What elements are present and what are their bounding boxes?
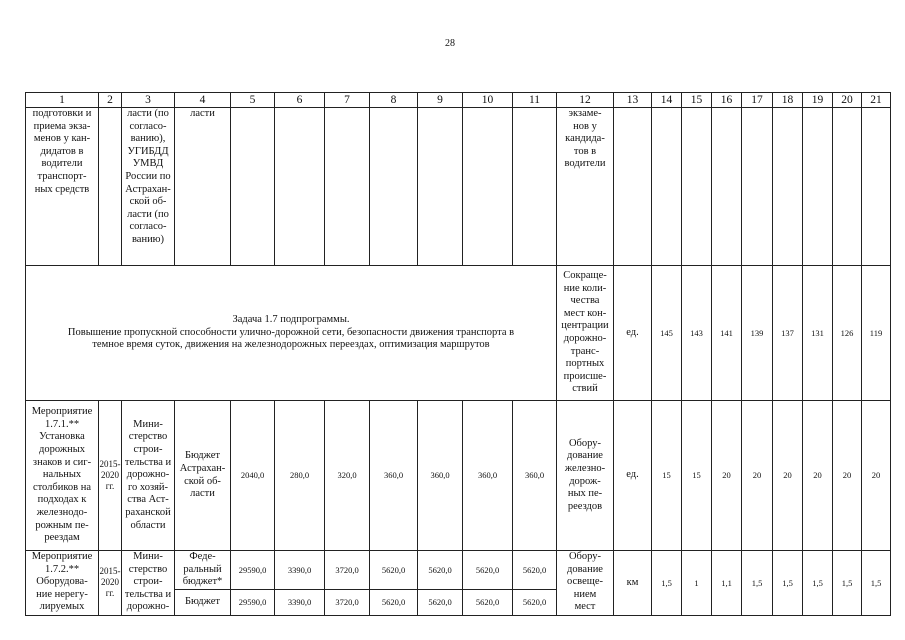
event-name: Мероприятие 1.7.1.** Установка дорожных знаков и сиг- нальных столбиков на подходах к железнодо- рожным пе- реездам xyxy=(26,401,99,551)
indicator-value: 119 xyxy=(862,266,891,401)
unit: ед. xyxy=(614,401,652,551)
table-row-task xyxy=(26,266,891,401)
executor: Мини- стерство строи- тельства и дорожно- го хозяй- ства Аст- раханской области xyxy=(122,401,175,551)
col-header: 7 xyxy=(325,93,370,108)
funding-source: Бюджет Астрахан- ской об- ласти xyxy=(175,401,231,551)
amount: 320,0 xyxy=(325,401,370,551)
amount: 5620,0 xyxy=(370,589,418,615)
indicator-value: 20 xyxy=(803,401,833,551)
col-header: 3 xyxy=(122,93,175,108)
executor: Мини- стерство строи- тельства и дорожно- xyxy=(122,551,175,616)
indicator-value: 1,5 xyxy=(862,551,891,616)
indicator-value: 1,5 xyxy=(652,551,682,616)
indicator-name: Сокраще- ние коли- чества мест кон- центрации дорожно- транс- портных происше- ствий xyxy=(557,266,614,401)
col-header: 19 xyxy=(803,93,833,108)
col-header: 4 xyxy=(175,93,231,108)
amount: 5620,0 xyxy=(418,589,463,615)
col-header: 17 xyxy=(742,93,773,108)
col-header: 11 xyxy=(513,93,557,108)
amount: 5620,0 xyxy=(513,589,557,615)
col-header: 5 xyxy=(231,93,275,108)
col-header: 9 xyxy=(418,93,463,108)
indicator-value: 15 xyxy=(652,401,682,551)
amount: 5620,0 xyxy=(463,589,513,615)
col-header: 14 xyxy=(652,93,682,108)
indicator-value: 141 xyxy=(712,266,742,401)
program-table xyxy=(25,92,891,616)
col-header: 6 xyxy=(275,93,325,108)
executor: ласти (по согласо- ванию), УГИБДД УМВД России по Астрахан- ской об- ласти (по согласо- ванию) xyxy=(122,108,175,266)
table-row-continuation xyxy=(26,108,891,266)
col-header: 16 xyxy=(712,93,742,108)
amount: 360,0 xyxy=(370,401,418,551)
event-name: подготовки и приема экза- менов у кан- дидатов в водители транспорт- ных средств xyxy=(26,108,99,266)
indicator-value: 145 xyxy=(652,266,682,401)
indicator-value: 20 xyxy=(773,401,803,551)
indicator-value: 20 xyxy=(742,401,773,551)
event-name: Мероприятие 1.7.2.** Оборудова- ние нерегу- лируемых xyxy=(26,551,99,616)
amount: 2040,0 xyxy=(231,401,275,551)
col-header: 18 xyxy=(773,93,803,108)
col-header: 15 xyxy=(682,93,712,108)
indicator-name: Обору- дование освеще- нием мест xyxy=(557,551,614,616)
amount: 29590,0 xyxy=(231,589,275,615)
indicator-value: 137 xyxy=(773,266,803,401)
indicator-value: 1 xyxy=(682,551,712,616)
amount: 3390,0 xyxy=(275,551,325,590)
amount: 360,0 xyxy=(418,401,463,551)
col-header: 13 xyxy=(614,93,652,108)
indicator-value: 20 xyxy=(712,401,742,551)
amount: 360,0 xyxy=(513,401,557,551)
funding-source: Бюджет xyxy=(175,589,231,615)
table-row-1-7-2-a xyxy=(26,551,891,590)
indicator-value: 15 xyxy=(682,401,712,551)
amount: 5620,0 xyxy=(513,551,557,590)
amount: 5620,0 xyxy=(463,551,513,590)
indicator-value: 20 xyxy=(833,401,862,551)
unit: км xyxy=(614,551,652,616)
funding-source: ласти xyxy=(175,108,231,266)
amount: 5620,0 xyxy=(370,551,418,590)
indicator-name: экзаме- нов у кандида- тов в водители xyxy=(557,108,614,266)
amount: 3720,0 xyxy=(325,551,370,590)
indicator-value: 1,5 xyxy=(773,551,803,616)
indicator-value: 1,5 xyxy=(803,551,833,616)
col-header: 8 xyxy=(370,93,418,108)
amount: 5620,0 xyxy=(418,551,463,590)
period: 2015- 2020 гг. xyxy=(99,401,122,551)
amount: 280,0 xyxy=(275,401,325,551)
indicator-value: 20 xyxy=(862,401,891,551)
amount: 360,0 xyxy=(463,401,513,551)
amount: 3720,0 xyxy=(325,589,370,615)
col-header: 21 xyxy=(862,93,891,108)
indicator-value: 139 xyxy=(742,266,773,401)
indicator-value: 1,5 xyxy=(833,551,862,616)
task-title: Задача 1.7 подпрограммы. Повышение пропускной способности улично-дорожной сети, безопасности движения транспорта в темное время суток, движения на железнодорожных переездах, оптимизация маршрутов xyxy=(26,266,557,401)
col-header: 12 xyxy=(557,93,614,108)
funding-source: Феде- ральный бюджет* xyxy=(175,551,231,590)
amount: 29590,0 xyxy=(231,551,275,590)
header-row xyxy=(26,93,891,108)
amount: 3390,0 xyxy=(275,589,325,615)
col-header: 20 xyxy=(833,93,862,108)
col-header: 10 xyxy=(463,93,513,108)
indicator-name: Обору- дование железно- дорож- ных пе- реездов xyxy=(557,401,614,551)
col-header: 2 xyxy=(99,93,122,108)
indicator-value: 1,1 xyxy=(712,551,742,616)
period: 2015- 2020 гг. xyxy=(99,551,122,616)
page-number: 28 xyxy=(445,38,455,49)
indicator-value: 126 xyxy=(833,266,862,401)
indicator-value: 143 xyxy=(682,266,712,401)
indicator-value: 1,5 xyxy=(742,551,773,616)
unit: ед. xyxy=(614,266,652,401)
col-header: 1 xyxy=(26,93,99,108)
indicator-value: 131 xyxy=(803,266,833,401)
table-row-1-7-1 xyxy=(26,401,891,551)
